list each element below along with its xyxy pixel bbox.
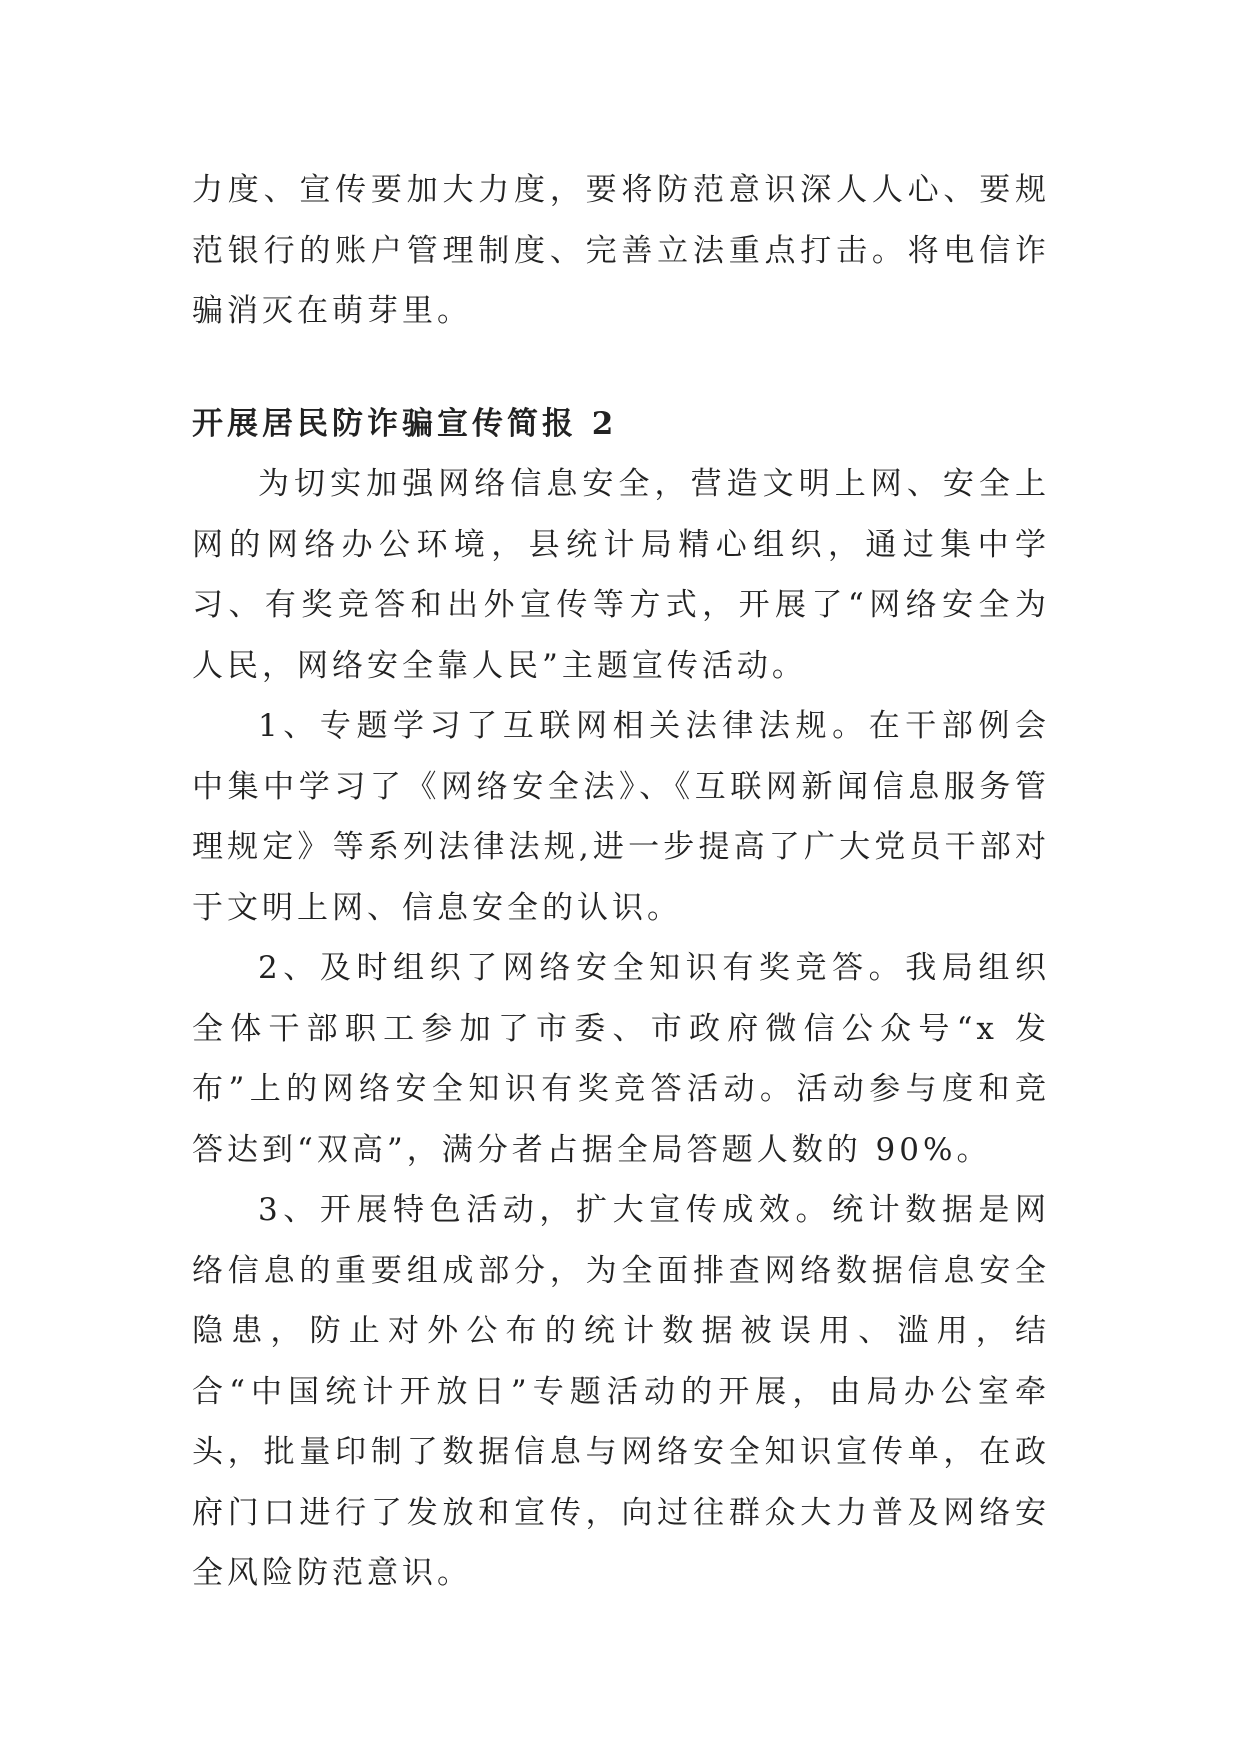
document-body (192, 160, 1050, 1604)
body-paragraph-item-3: 3、开展特色活动，扩大宣传成效。统计数据是网络信息的重要组成部分，为全面排查网络数据信息安全隐患，防止对外公布的统计数据被误用、滥用，结合“中国统计开放日”专题活动的开展，由局办公室牵头，批量印制了数据信息与网络安全知识宣传单，在政府门口进行了发放和宣传，向过往群众大力普及网络安全风险防范意识。 (192, 1192, 1050, 1591)
body-paragraph-item-1: 1、专题学习了互联网相关法律法规。在干部例会中集中学习了《网络安全法》、《互联网新闻信息服务管理规定》等系列法律法规,进一步提高了广大党员干部对于文明上网、信息安全的认识。 (192, 708, 1050, 926)
section-title: 开展居民防诈骗宣传简报 2 (192, 405, 618, 442)
body-paragraph-intro: 为切实加强网络信息安全，营造文明上网、安全上网的网络办公环境，县统计局精心组织，通过集中学习、有奖竞答和出外宣传等方式，开展了“网络安全为人民，网络安全靠人民”主题宣传活动。 (192, 466, 1050, 684)
body-paragraph-item-2: 2、及时组织了网络安全知识有奖竞答。我局组织全体干部职工参加了市委、市政府微信公众号“x 发布”上的网络安全知识有奖竞答活动。活动参与度和竞答达到“双高”，满分者占据全局答题人数的 90%。 (192, 950, 1050, 1168)
intro-paragraph: 力度、宣传要加大力度，要将防范意识深人人心、要规范银行的账户管理制度、完善立法重点打击。将电信诈骗消灭在萌芽里。 (192, 172, 1050, 329)
